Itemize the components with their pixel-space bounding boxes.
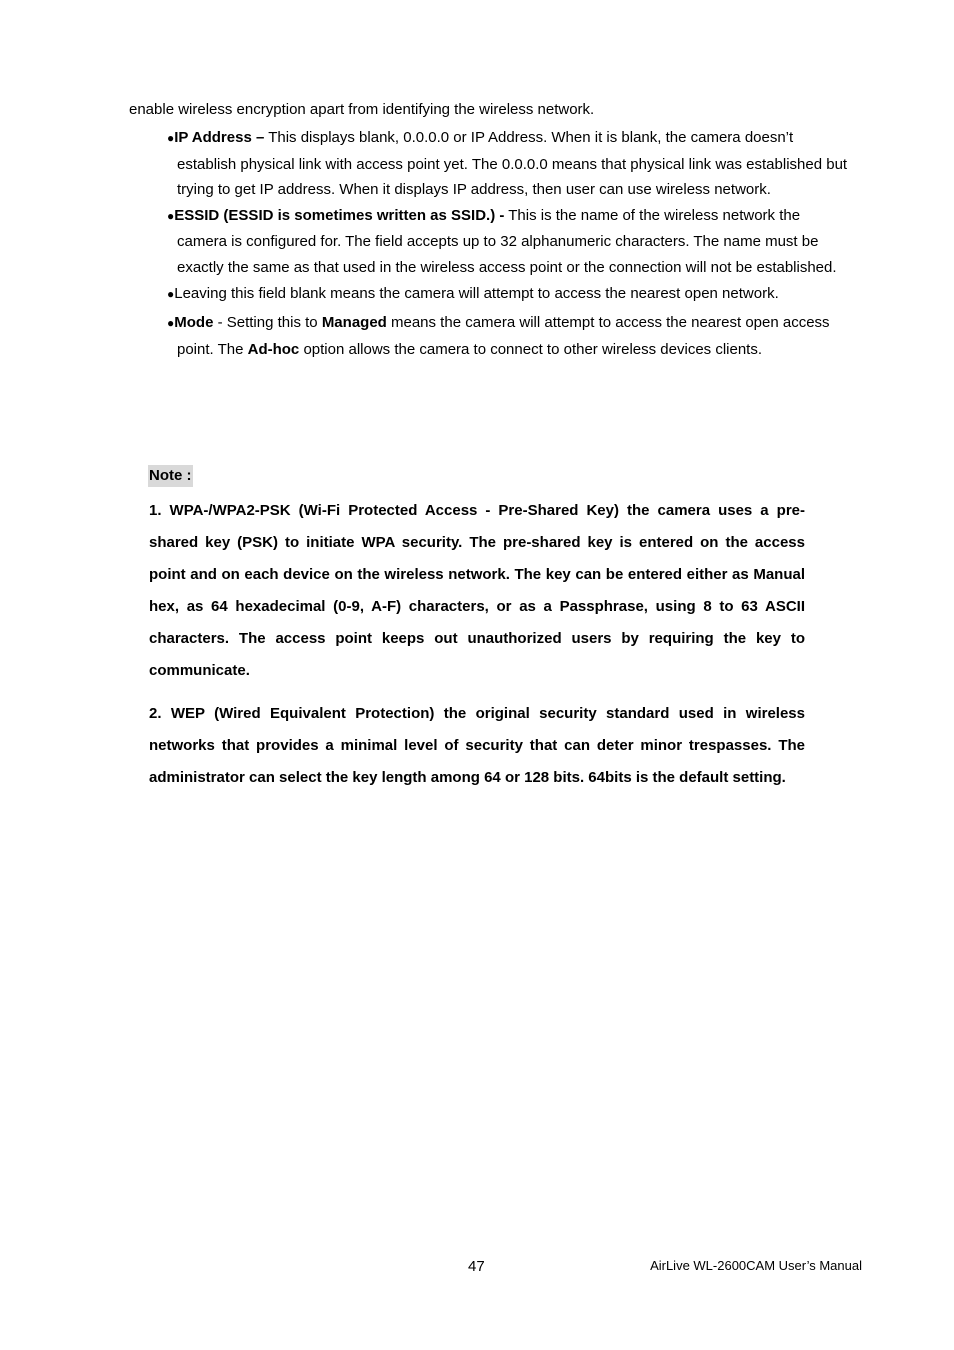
bullet-term: IP Address – xyxy=(174,129,265,146)
bullet-term: Mode xyxy=(174,314,214,332)
bullet-dot: ● xyxy=(167,286,175,301)
note-wep: 2. WEP (Wired Equivalent Protection) the original security standard used in wireless networks that provides a minimal level of security that can deter minor trespasses. The administrator can select the key length among 64 or 128 bits. 64bits is the default setting. xyxy=(149,705,805,786)
bullet-text: Leaving this field blank means the camera will attempt to access the nearest open network. xyxy=(174,284,779,302)
bullet-dot: ● xyxy=(167,208,175,223)
bullet-text: means the camera will attempt to access the nearest open access point. The xyxy=(177,314,830,358)
bullet-dot: ● xyxy=(167,131,175,145)
bullet-list xyxy=(167,125,852,362)
intro-paragraph: enable wireless encryption apart from identifying the wireless network. xyxy=(129,101,595,118)
bullet-term-managed: Managed xyxy=(321,314,387,332)
bullet-text: option allows the camera to connect to other wireless devices clients. xyxy=(299,340,763,358)
bullet-text: This displays blank, 0.0.0.0 or IP Address. When it is blank, the camera doesn’t establish physical link with access point yet. The 0.0.0.0 means that physical link was established but trying to get IP address. When it displays IP address, then user can use wireless network. xyxy=(177,129,848,199)
bullet-dot: ● xyxy=(167,316,175,331)
bullet-term-adhoc: Ad-hoc xyxy=(247,340,300,358)
bullet-essid xyxy=(167,203,852,281)
bullet-text: This is the name of the wireless network the camera is configured for. The field accepts up to 32 alphanumeric characters. The name must be exactly the same as that used in the wireless access point or the connection will not be established. xyxy=(177,206,837,276)
footer-manual-title: AirLive WL-2600CAM User’s Manual xyxy=(650,1258,862,1273)
bullet-term: ESSID (ESSID is sometimes written as SSID.) - xyxy=(174,206,505,224)
page-number: 47 xyxy=(468,1258,485,1275)
bullet-ip-address xyxy=(167,125,852,203)
bullet-blank-field xyxy=(167,281,852,308)
bullet-text: - Setting this to xyxy=(213,314,322,332)
note-heading: Note : xyxy=(148,465,193,487)
bullet-mode xyxy=(167,310,852,362)
note-wpa-psk: 1. WPA-/WPA2-PSK (Wi-Fi Protected Access - Pre-Shared Key) the camera uses a pre-shared key (PSK) to initiate WPA security. The pre-shared key is entered on the access point and on each device on the wireless network. The key can be entered either as Manual hex, as 64 hexadecimal (0-9, A-F) characters, or as a Passphrase, using 8 to 63 ASCII characters. The access point keeps out unauthorized users by requiring the key to communicate. xyxy=(149,502,805,679)
